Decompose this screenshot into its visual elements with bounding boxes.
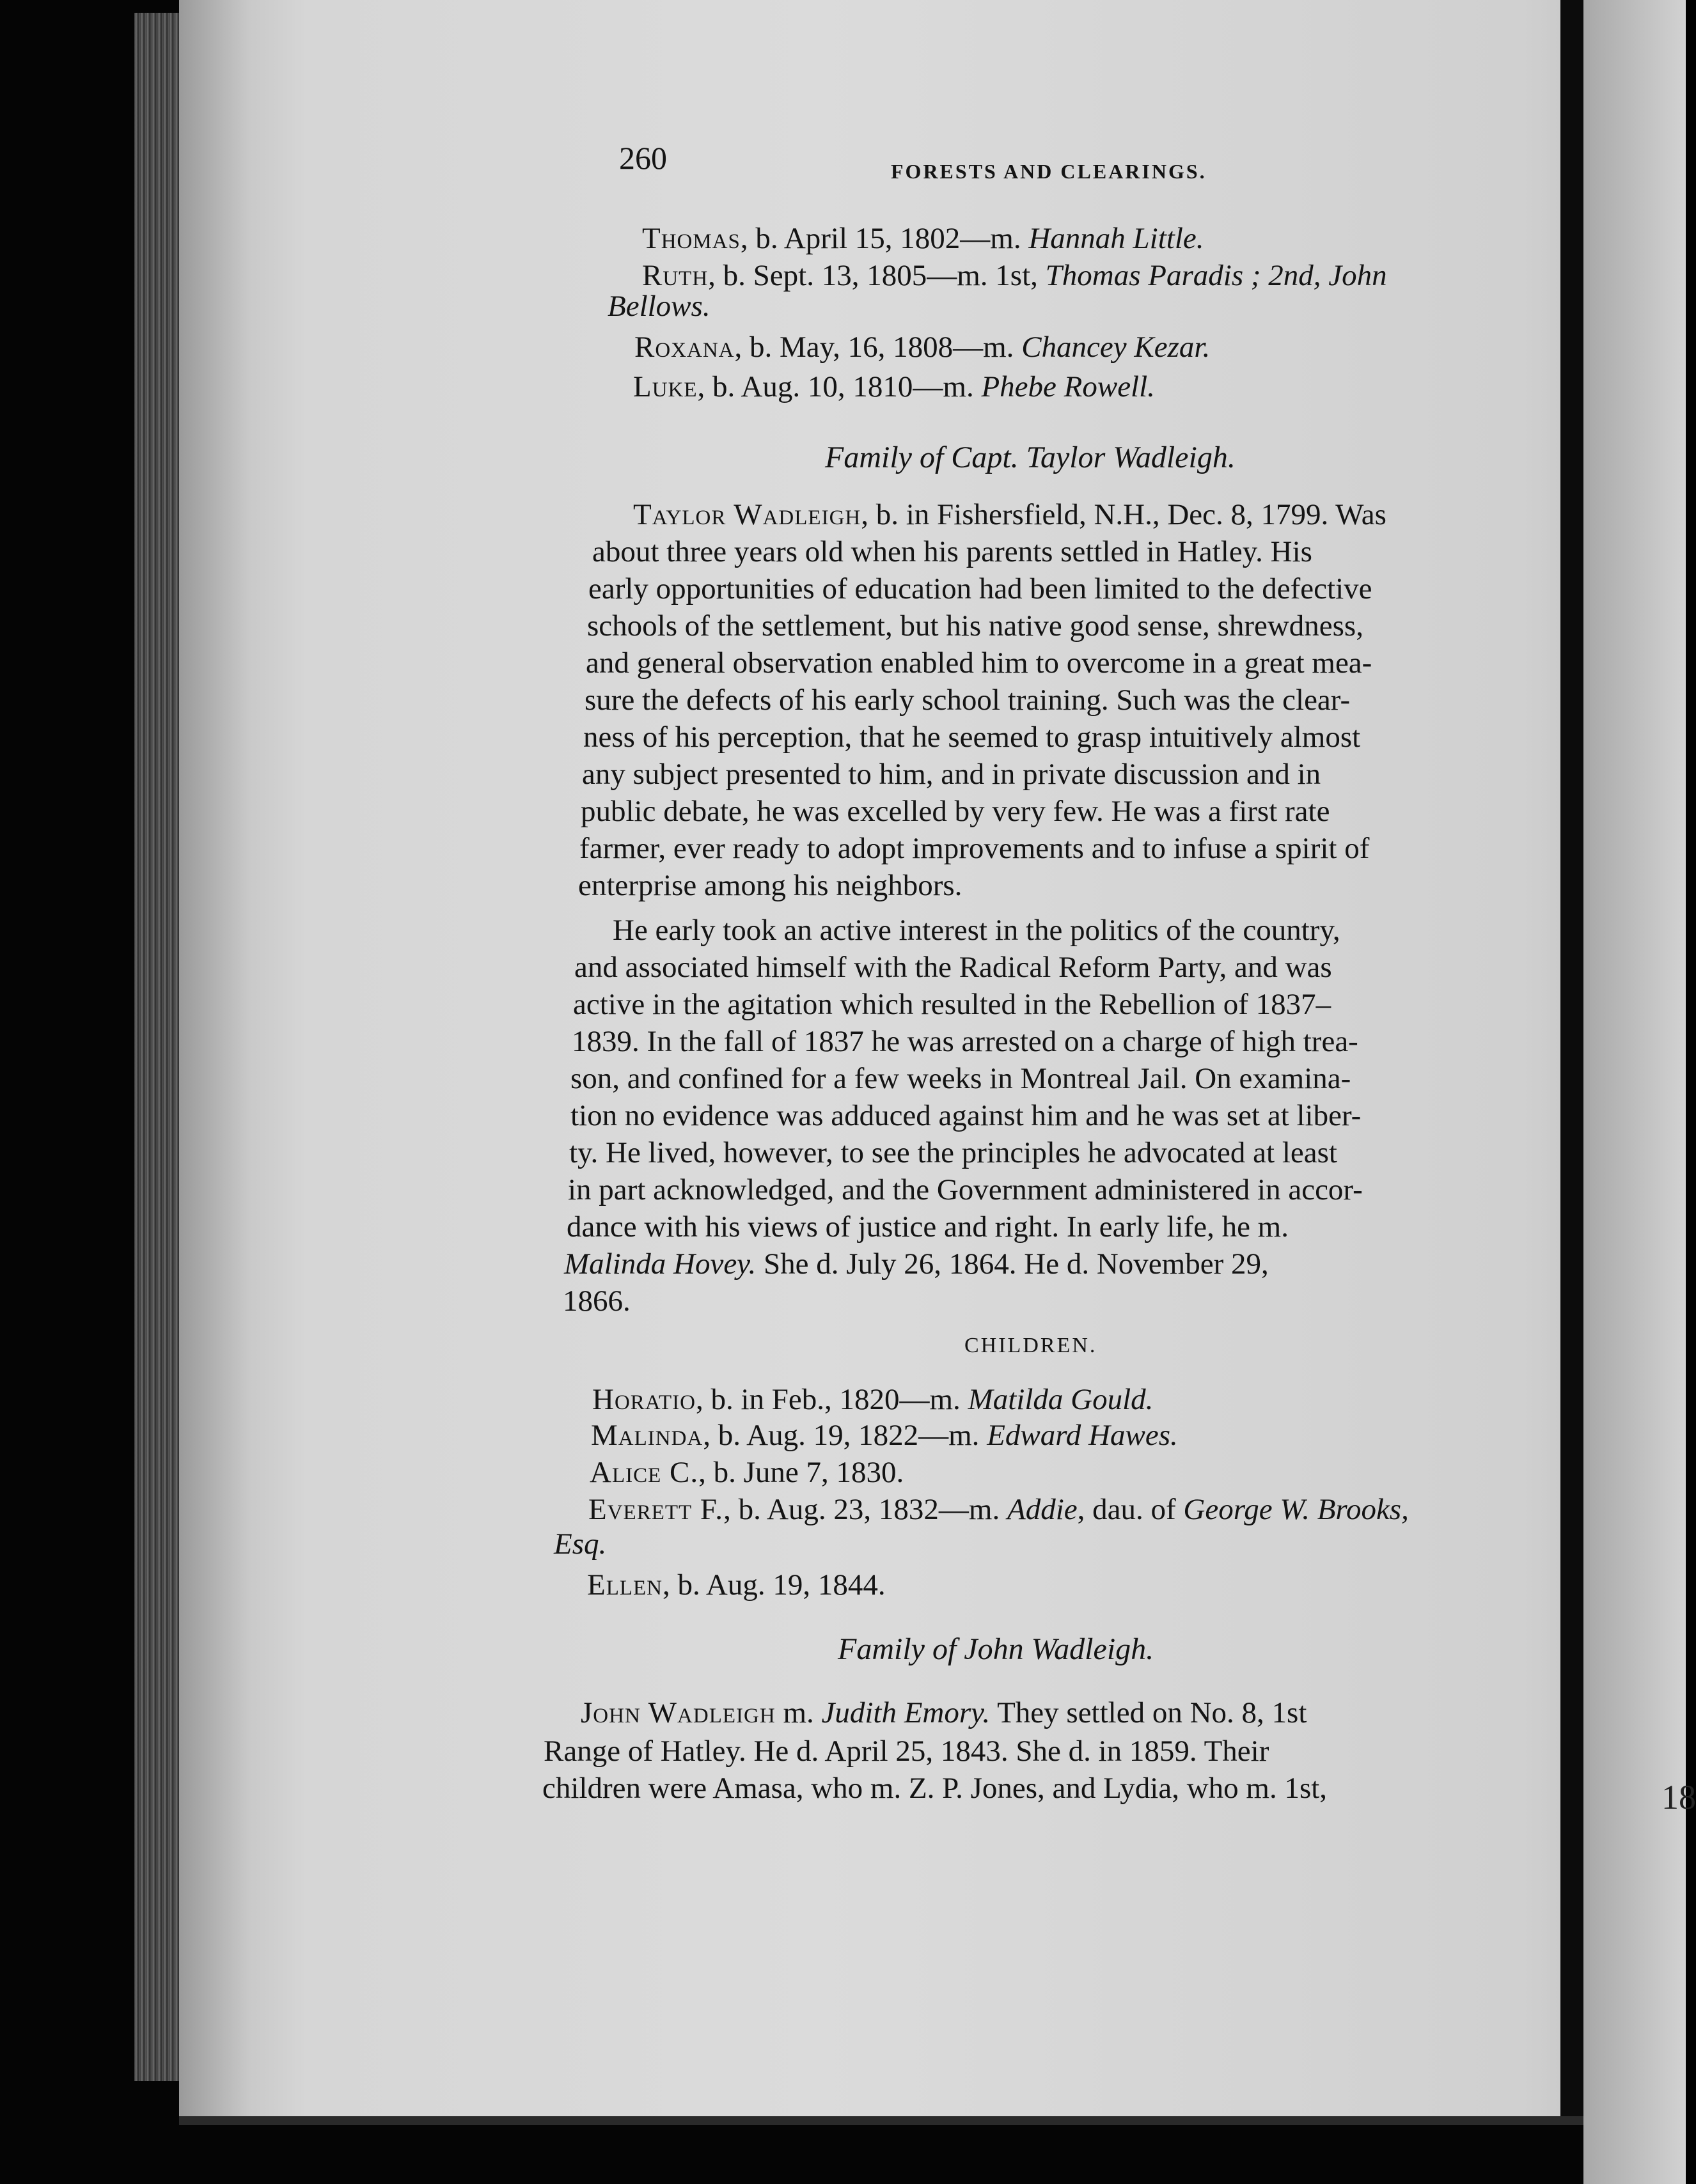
body-line [581,1698,1307,1728]
entry-name: Thomas [642,222,741,255]
body-line [564,1249,1269,1279]
father-in-law: George W. Brooks, [1183,1493,1409,1526]
body-line: and associated himself with the Radical Reform Party, and was [574,951,1332,984]
entry-ruth [642,261,1387,291]
entry-text: , b. Sept. 13, 1805—m. 1st, [708,259,1046,292]
body-line: active in the agitation which resulted in the Rebellion of 1837– [573,988,1331,1021]
body-line: farmer, ever ready to adopt improvements and to infuse a spirit of [579,832,1370,865]
body-line [633,500,1386,530]
facing-page-number: 18 [1661,1778,1696,1816]
child-text: , b. in Feb., 1820—m. [695,1383,968,1416]
book-gutter [1560,0,1583,2116]
facing-page [1583,0,1686,2184]
person-name: Taylor Wadleigh [633,498,861,531]
body-line: public debate, he was excelled by very few. He was a first rate [581,795,1330,828]
entry-spouse: Thomas Paradis ; 2nd, John [1045,259,1387,292]
child-spouse: Edward Hawes. [987,1419,1178,1452]
entry-thomas [642,224,1204,254]
body-text: , b. in Fishersfield, N.H., Dec. 8, 1799. Was [861,498,1386,531]
body-line: about three years old when his parents settled in Hatley. His [592,535,1312,568]
child-spouse: Addie [1007,1493,1078,1526]
child-name: Malinda [591,1419,703,1452]
child-name: Everett F. [588,1493,724,1526]
entry-text: , b. May, 16, 1808—m. [734,331,1022,364]
body-line: 1866. [563,1284,631,1318]
section-heading-john: Family of John Wadleigh. [838,1632,1154,1666]
child-text: , b. Aug. 19, 1822—m. [703,1419,987,1452]
page-number: 260 [619,140,667,176]
entry-text: , b. April 15, 1802—m. [740,222,1029,255]
entry-text: , b. Aug. 10, 1810—m. [697,370,982,403]
entry-name: Ruth [642,259,709,292]
child-text: , b. June 7, 1830. [698,1456,904,1489]
entry-name: Luke [633,370,698,403]
entry-spouse: Hannah Little. [1028,222,1204,255]
child-name: Alice C. [590,1456,699,1489]
entry-luke [633,372,1155,402]
body-line: early opportunities of education had been limited to the defective [588,572,1372,605]
child-entry [590,1458,904,1488]
body-line: children were Amasa, who m. Z. P. Jones, and Lydia, who m. 1st, [542,1772,1328,1805]
children-heading: CHILDREN. [964,1334,1097,1357]
child-entry-continued: Esq. [554,1527,607,1561]
body-line: ty. He lived, however, to see the principles he advocated at least [569,1136,1337,1169]
body-line: enterprise among his neighbors. [578,869,962,902]
child-entry [587,1570,886,1600]
entry-spouse: Chancey Kezar. [1021,331,1211,364]
wife-name: Judith Emory. [821,1696,991,1729]
person-name: John Wadleigh [581,1696,776,1729]
body-line: sure the defects of his early school training. Such was the clear- [585,683,1351,717]
section-heading-taylor: Family of Capt. Taylor Wadleigh. [825,441,1236,474]
child-name: Horatio [592,1383,696,1416]
entry-name: Roxana [634,331,735,364]
body-text: m. [775,1696,822,1729]
child-entry [588,1495,1409,1525]
child-text: , dau. of [1077,1493,1184,1526]
entry-ruth-continued: Bellows. [608,290,711,323]
entry-spouse: Phebe Rowell. [981,370,1155,403]
child-text: , b. Aug. 23, 1832—m. [723,1493,1007,1526]
body-line: tion no evidence was adduced against him and he was set at liber- [570,1099,1362,1132]
body-line: in part acknowledged, and the Government administered in accor- [568,1173,1363,1206]
body-line: any subject presented to him, and in private discussion and in [582,758,1321,791]
child-entry [592,1385,1153,1415]
body-line: schools of the settlement, but his native good sense, shrewdness, [587,609,1363,643]
body-line: He early took an active interest in the politics of the country, [613,914,1340,947]
wife-name: Malinda Hovey. [564,1247,757,1281]
body-line: Range of Hatley. He d. April 25, 1843. She d. in 1859. Their [544,1735,1269,1768]
body-line: dance with his views of justice and right. In early life, he m. [567,1210,1289,1244]
running-title: FORESTS AND CLEARINGS. [891,160,1207,183]
child-name: Ellen [587,1568,663,1602]
child-text: , b. Aug. 19, 1844. [663,1568,886,1602]
body-line: 1839. In the fall of 1837 he was arrested on a charge of high trea- [572,1025,1358,1058]
body-line: and general observation enabled him to overcome in a great mea- [586,646,1372,680]
body-text: She d. July 26, 1864. He d. November 29, [756,1247,1269,1281]
entry-roxana [634,332,1210,363]
child-entry [591,1421,1178,1451]
body-line: ness of his perception, that he seemed to grasp intuitively almost [583,721,1361,754]
child-spouse: Matilda Gould. [968,1383,1154,1416]
body-line: son, and confined for a few weeks in Montreal Jail. On examina- [570,1062,1351,1095]
body-text: They settled on No. 8, 1st [990,1696,1307,1729]
